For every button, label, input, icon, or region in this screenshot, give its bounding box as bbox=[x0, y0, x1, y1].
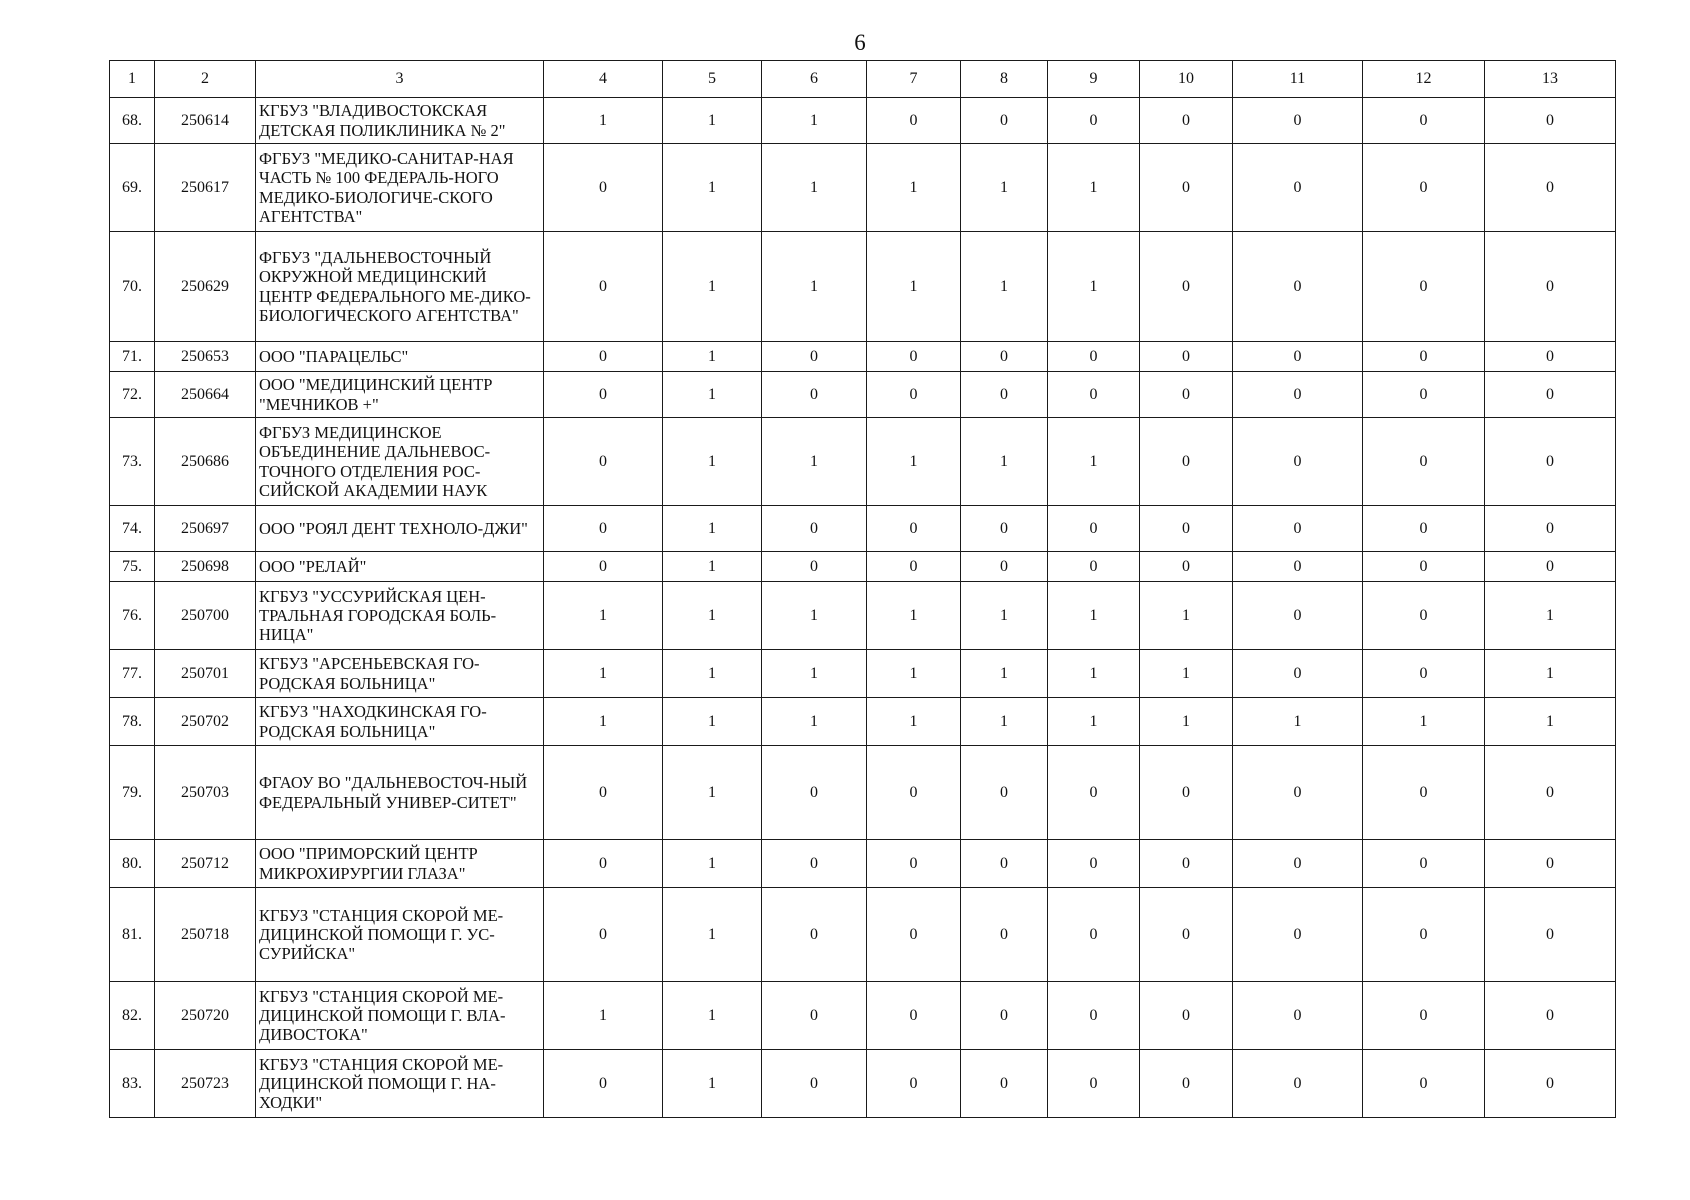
value-cell: 0 bbox=[1048, 342, 1140, 372]
table-row bbox=[110, 650, 1616, 698]
value-cell: 0 bbox=[1485, 982, 1616, 1050]
value-cell: 0 bbox=[1048, 372, 1140, 418]
value-cell: 1 bbox=[867, 144, 961, 232]
row-number-cell: 80. bbox=[110, 840, 155, 888]
value-cell: 0 bbox=[1048, 552, 1140, 582]
value-cell: 0 bbox=[867, 888, 961, 982]
value-cell: 1 bbox=[1048, 698, 1140, 746]
row-number-cell: 70. bbox=[110, 232, 155, 342]
value-cell: 0 bbox=[1048, 98, 1140, 144]
value-cell: 0 bbox=[544, 418, 663, 506]
value-cell: 1 bbox=[544, 982, 663, 1050]
table-row bbox=[110, 418, 1616, 506]
value-cell: 0 bbox=[1140, 372, 1233, 418]
organization-name-cell: КГБУЗ "УССУРИЙСКАЯ ЦЕН-ТРАЛЬНАЯ ГОРОДСКАЯ БОЛЬ-НИЦА" bbox=[256, 582, 544, 650]
value-cell: 1 bbox=[961, 698, 1048, 746]
table-row bbox=[110, 144, 1616, 232]
header-row bbox=[110, 61, 1616, 98]
value-cell: 1 bbox=[961, 232, 1048, 342]
value-cell: 0 bbox=[1485, 746, 1616, 840]
value-cell: 0 bbox=[1363, 552, 1485, 582]
organization-code-cell: 250723 bbox=[155, 1050, 256, 1118]
value-cell: 0 bbox=[961, 888, 1048, 982]
value-cell: 0 bbox=[1485, 144, 1616, 232]
value-cell: 0 bbox=[1140, 98, 1233, 144]
value-cell: 1 bbox=[1140, 650, 1233, 698]
value-cell: 0 bbox=[1363, 98, 1485, 144]
value-cell: 0 bbox=[1233, 1050, 1363, 1118]
value-cell: 0 bbox=[544, 232, 663, 342]
value-cell: 0 bbox=[867, 982, 961, 1050]
value-cell: 0 bbox=[544, 506, 663, 552]
value-cell: 0 bbox=[867, 342, 961, 372]
value-cell: 0 bbox=[1363, 982, 1485, 1050]
value-cell: 0 bbox=[1048, 746, 1140, 840]
value-cell: 0 bbox=[1363, 506, 1485, 552]
value-cell: 0 bbox=[762, 372, 867, 418]
value-cell: 1 bbox=[663, 1050, 762, 1118]
organization-code-cell: 250686 bbox=[155, 418, 256, 506]
value-cell: 0 bbox=[1140, 1050, 1233, 1118]
value-cell: 0 bbox=[1485, 98, 1616, 144]
column-header: 11 bbox=[1233, 61, 1363, 98]
value-cell: 0 bbox=[1233, 144, 1363, 232]
organization-name-cell: КГБУЗ "СТАНЦИЯ СКОРОЙ МЕ-ДИЦИНСКОЙ ПОМОЩИ Г. УС-СУРИЙСКА" bbox=[256, 888, 544, 982]
organization-code-cell: 250653 bbox=[155, 342, 256, 372]
value-cell: 1 bbox=[663, 582, 762, 650]
row-number-cell: 74. bbox=[110, 506, 155, 552]
value-cell: 0 bbox=[1485, 840, 1616, 888]
value-cell: 0 bbox=[1485, 418, 1616, 506]
table-row bbox=[110, 342, 1616, 372]
organization-code-cell: 250698 bbox=[155, 552, 256, 582]
value-cell: 1 bbox=[663, 506, 762, 552]
value-cell: 0 bbox=[961, 746, 1048, 840]
value-cell: 1 bbox=[663, 982, 762, 1050]
value-cell: 1 bbox=[762, 418, 867, 506]
table-row bbox=[110, 372, 1616, 418]
value-cell: 0 bbox=[1233, 98, 1363, 144]
organization-name-cell: КГБУЗ "СТАНЦИЯ СКОРОЙ МЕ-ДИЦИНСКОЙ ПОМОЩИ Г. ВЛА-ДИВОСТОКА" bbox=[256, 982, 544, 1050]
value-cell: 0 bbox=[1140, 840, 1233, 888]
value-cell: 1 bbox=[663, 232, 762, 342]
value-cell: 1 bbox=[867, 698, 961, 746]
value-cell: 1 bbox=[867, 650, 961, 698]
value-cell: 0 bbox=[1048, 982, 1140, 1050]
value-cell: 0 bbox=[867, 552, 961, 582]
value-cell: 1 bbox=[762, 650, 867, 698]
value-cell: 0 bbox=[762, 552, 867, 582]
value-cell: 0 bbox=[1233, 746, 1363, 840]
value-cell: 0 bbox=[762, 746, 867, 840]
value-cell: 1 bbox=[762, 144, 867, 232]
value-cell: 0 bbox=[1140, 144, 1233, 232]
value-cell: 1 bbox=[663, 98, 762, 144]
value-cell: 0 bbox=[1140, 982, 1233, 1050]
table-row bbox=[110, 582, 1616, 650]
column-header: 10 bbox=[1140, 61, 1233, 98]
organization-code-cell: 250629 bbox=[155, 232, 256, 342]
value-cell: 0 bbox=[867, 1050, 961, 1118]
value-cell: 0 bbox=[762, 888, 867, 982]
value-cell: 1 bbox=[961, 144, 1048, 232]
value-cell: 0 bbox=[1140, 232, 1233, 342]
organization-code-cell: 250700 bbox=[155, 582, 256, 650]
value-cell: 0 bbox=[1363, 342, 1485, 372]
value-cell: 0 bbox=[1363, 232, 1485, 342]
value-cell: 0 bbox=[961, 1050, 1048, 1118]
value-cell: 1 bbox=[663, 650, 762, 698]
value-cell: 1 bbox=[961, 582, 1048, 650]
value-cell: 0 bbox=[1485, 552, 1616, 582]
value-cell: 0 bbox=[1233, 888, 1363, 982]
value-cell: 0 bbox=[1233, 506, 1363, 552]
organization-name-cell: ФГАОУ ВО "ДАЛЬНЕВОСТОЧ-НЫЙ ФЕДЕРАЛЬНЫЙ УНИВЕР-СИТЕТ" bbox=[256, 746, 544, 840]
value-cell: 1 bbox=[1485, 650, 1616, 698]
organization-name-cell: КГБУЗ "АРСЕНЬЕВСКАЯ ГО-РОДСКАЯ БОЛЬНИЦА" bbox=[256, 650, 544, 698]
value-cell: 0 bbox=[1140, 888, 1233, 982]
column-header: 4 bbox=[544, 61, 663, 98]
value-cell: 0 bbox=[1485, 1050, 1616, 1118]
value-cell: 0 bbox=[1485, 506, 1616, 552]
table-row bbox=[110, 982, 1616, 1050]
value-cell: 0 bbox=[1363, 418, 1485, 506]
column-header: 13 bbox=[1485, 61, 1616, 98]
value-cell: 0 bbox=[961, 98, 1048, 144]
value-cell: 0 bbox=[544, 144, 663, 232]
value-cell: 1 bbox=[663, 888, 762, 982]
value-cell: 1 bbox=[1048, 144, 1140, 232]
row-number-cell: 68. bbox=[110, 98, 155, 144]
value-cell: 0 bbox=[867, 746, 961, 840]
value-cell: 1 bbox=[762, 232, 867, 342]
value-cell: 1 bbox=[663, 372, 762, 418]
value-cell: 0 bbox=[1363, 650, 1485, 698]
value-cell: 0 bbox=[1048, 888, 1140, 982]
value-cell: 0 bbox=[1140, 746, 1233, 840]
table-row bbox=[110, 1050, 1616, 1118]
value-cell: 0 bbox=[867, 372, 961, 418]
value-cell: 0 bbox=[762, 982, 867, 1050]
value-cell: 1 bbox=[867, 582, 961, 650]
value-cell: 0 bbox=[1233, 342, 1363, 372]
value-cell: 1 bbox=[544, 98, 663, 144]
organization-code-cell: 250617 bbox=[155, 144, 256, 232]
value-cell: 1 bbox=[544, 698, 663, 746]
value-cell: 1 bbox=[544, 582, 663, 650]
value-cell: 1 bbox=[1048, 232, 1140, 342]
value-cell: 1 bbox=[663, 342, 762, 372]
column-header: 12 bbox=[1363, 61, 1485, 98]
row-number-cell: 78. bbox=[110, 698, 155, 746]
value-cell: 0 bbox=[544, 1050, 663, 1118]
value-cell: 1 bbox=[1140, 698, 1233, 746]
value-cell: 0 bbox=[544, 840, 663, 888]
value-cell: 0 bbox=[1233, 418, 1363, 506]
value-cell: 0 bbox=[1233, 650, 1363, 698]
value-cell: 0 bbox=[1363, 1050, 1485, 1118]
table-row bbox=[110, 840, 1616, 888]
row-number-cell: 81. bbox=[110, 888, 155, 982]
value-cell: 0 bbox=[1048, 506, 1140, 552]
value-cell: 1 bbox=[762, 582, 867, 650]
value-cell: 1 bbox=[663, 552, 762, 582]
value-cell: 1 bbox=[663, 746, 762, 840]
organization-code-cell: 250712 bbox=[155, 840, 256, 888]
value-cell: 0 bbox=[544, 888, 663, 982]
row-number-cell: 82. bbox=[110, 982, 155, 1050]
value-cell: 0 bbox=[1485, 372, 1616, 418]
organization-name-cell: КГБУЗ "ВЛАДИВОСТОКСКАЯ ДЕТСКАЯ ПОЛИКЛИНИКА № 2" bbox=[256, 98, 544, 144]
value-cell: 0 bbox=[867, 840, 961, 888]
value-cell: 0 bbox=[1363, 888, 1485, 982]
organization-code-cell: 250702 bbox=[155, 698, 256, 746]
column-header: 9 bbox=[1048, 61, 1140, 98]
value-cell: 1 bbox=[663, 698, 762, 746]
column-header: 3 bbox=[256, 61, 544, 98]
value-cell: 0 bbox=[1233, 582, 1363, 650]
value-cell: 1 bbox=[867, 418, 961, 506]
value-cell: 0 bbox=[762, 840, 867, 888]
value-cell: 0 bbox=[1140, 418, 1233, 506]
value-cell: 1 bbox=[1140, 582, 1233, 650]
organization-code-cell: 250720 bbox=[155, 982, 256, 1050]
value-cell: 0 bbox=[1485, 888, 1616, 982]
value-cell: 0 bbox=[1485, 342, 1616, 372]
organization-name-cell: ООО "МЕДИЦИНСКИЙ ЦЕНТР "МЕЧНИКОВ +" bbox=[256, 372, 544, 418]
table-row bbox=[110, 232, 1616, 342]
value-cell: 0 bbox=[867, 506, 961, 552]
value-cell: 0 bbox=[544, 746, 663, 840]
value-cell: 1 bbox=[544, 650, 663, 698]
organization-code-cell: 250703 bbox=[155, 746, 256, 840]
value-cell: 1 bbox=[1233, 698, 1363, 746]
organization-name-cell: ООО "ПРИМОРСКИЙ ЦЕНТР МИКРОХИРУРГИИ ГЛАЗА" bbox=[256, 840, 544, 888]
value-cell: 1 bbox=[1048, 582, 1140, 650]
value-cell: 1 bbox=[1048, 418, 1140, 506]
value-cell: 0 bbox=[961, 982, 1048, 1050]
value-cell: 0 bbox=[1140, 552, 1233, 582]
value-cell: 0 bbox=[1363, 746, 1485, 840]
column-header: 7 bbox=[867, 61, 961, 98]
row-number-cell: 79. bbox=[110, 746, 155, 840]
value-cell: 0 bbox=[762, 1050, 867, 1118]
value-cell: 0 bbox=[1233, 840, 1363, 888]
organization-name-cell: ООО "ПАРАЦЕЛЬС" bbox=[256, 342, 544, 372]
organization-name-cell: ООО "РОЯЛ ДЕНТ ТЕХНОЛО-ДЖИ" bbox=[256, 506, 544, 552]
row-number-cell: 75. bbox=[110, 552, 155, 582]
value-cell: 1 bbox=[663, 840, 762, 888]
page-number: 6 bbox=[854, 30, 866, 55]
column-header: 1 bbox=[110, 61, 155, 98]
row-number-cell: 73. bbox=[110, 418, 155, 506]
value-cell: 0 bbox=[1363, 372, 1485, 418]
organization-code-cell: 250718 bbox=[155, 888, 256, 982]
value-cell: 0 bbox=[1363, 840, 1485, 888]
value-cell: 0 bbox=[544, 372, 663, 418]
organization-code-cell: 250701 bbox=[155, 650, 256, 698]
value-cell: 1 bbox=[961, 418, 1048, 506]
value-cell: 0 bbox=[961, 372, 1048, 418]
column-header: 8 bbox=[961, 61, 1048, 98]
value-cell: 1 bbox=[1363, 698, 1485, 746]
organization-code-cell: 250697 bbox=[155, 506, 256, 552]
organization-code-cell: 250614 bbox=[155, 98, 256, 144]
column-header: 2 bbox=[155, 61, 256, 98]
column-header: 5 bbox=[663, 61, 762, 98]
organization-name-cell: КГБУЗ "СТАНЦИЯ СКОРОЙ МЕ-ДИЦИНСКОЙ ПОМОЩИ Г. НА-ХОДКИ" bbox=[256, 1050, 544, 1118]
table-row bbox=[110, 746, 1616, 840]
organizations-table bbox=[109, 60, 1616, 1118]
organization-code-cell: 250664 bbox=[155, 372, 256, 418]
value-cell: 0 bbox=[1048, 1050, 1140, 1118]
column-header: 6 bbox=[762, 61, 867, 98]
row-number-cell: 83. bbox=[110, 1050, 155, 1118]
row-number-cell: 77. bbox=[110, 650, 155, 698]
value-cell: 0 bbox=[1140, 342, 1233, 372]
row-number-cell: 72. bbox=[110, 372, 155, 418]
value-cell: 0 bbox=[1233, 372, 1363, 418]
table-row bbox=[110, 552, 1616, 582]
table-row bbox=[110, 98, 1616, 144]
row-number-cell: 76. bbox=[110, 582, 155, 650]
value-cell: 1 bbox=[1485, 582, 1616, 650]
organization-name-cell: ФГБУЗ МЕДИЦИНСКОЕ ОБЪЕДИНЕНИЕ ДАЛЬНЕВОС-ТОЧНОГО ОТДЕЛЕНИЯ РОС-СИЙСКОЙ АКАДЕМИИ НАУК bbox=[256, 418, 544, 506]
value-cell: 1 bbox=[663, 144, 762, 232]
value-cell: 0 bbox=[961, 342, 1048, 372]
table-body bbox=[110, 98, 1616, 1118]
value-cell: 0 bbox=[1048, 840, 1140, 888]
table-row bbox=[110, 698, 1616, 746]
value-cell: 1 bbox=[961, 650, 1048, 698]
organization-name-cell: ООО "РЕЛАЙ" bbox=[256, 552, 544, 582]
value-cell: 0 bbox=[544, 552, 663, 582]
value-cell: 0 bbox=[961, 506, 1048, 552]
value-cell: 0 bbox=[867, 98, 961, 144]
value-cell: 1 bbox=[663, 418, 762, 506]
value-cell: 0 bbox=[1233, 552, 1363, 582]
value-cell: 0 bbox=[762, 506, 867, 552]
value-cell: 1 bbox=[867, 232, 961, 342]
value-cell: 1 bbox=[762, 698, 867, 746]
organization-name-cell: КГБУЗ "НАХОДКИНСКАЯ ГО-РОДСКАЯ БОЛЬНИЦА" bbox=[256, 698, 544, 746]
row-number-cell: 69. bbox=[110, 144, 155, 232]
value-cell: 0 bbox=[762, 342, 867, 372]
row-number-cell: 71. bbox=[110, 342, 155, 372]
organization-name-cell: ФГБУЗ "МЕДИКО-САНИТАР-НАЯ ЧАСТЬ № 100 ФЕДЕРАЛЬ-НОГО МЕДИКО-БИОЛОГИЧЕ-СКОГО АГЕНТСТВА" bbox=[256, 144, 544, 232]
value-cell: 0 bbox=[961, 552, 1048, 582]
table-row bbox=[110, 888, 1616, 982]
value-cell: 0 bbox=[1233, 982, 1363, 1050]
value-cell: 0 bbox=[1363, 144, 1485, 232]
value-cell: 0 bbox=[961, 840, 1048, 888]
value-cell: 0 bbox=[1485, 232, 1616, 342]
table-row bbox=[110, 506, 1616, 552]
value-cell: 0 bbox=[1233, 232, 1363, 342]
value-cell: 0 bbox=[1140, 506, 1233, 552]
value-cell: 1 bbox=[1048, 650, 1140, 698]
organization-name-cell: ФГБУЗ "ДАЛЬНЕВОСТОЧНЫЙ ОКРУЖНОЙ МЕДИЦИНСКИЙ ЦЕНТР ФЕДЕРАЛЬНОГО МЕ-ДИКО-БИОЛОГИЧЕСКОГО АГЕНТСТВА" bbox=[256, 232, 544, 342]
value-cell: 0 bbox=[544, 342, 663, 372]
value-cell: 1 bbox=[1485, 698, 1616, 746]
value-cell: 1 bbox=[762, 98, 867, 144]
value-cell: 0 bbox=[1363, 582, 1485, 650]
